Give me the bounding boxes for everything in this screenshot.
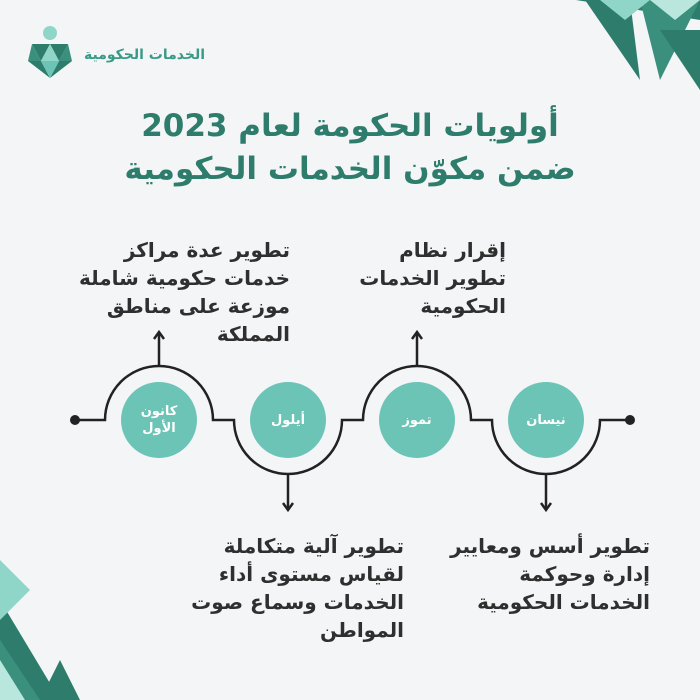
month-september: أيلول — [250, 382, 326, 458]
priority-text-december: تطوير عدة مراكز خدمات حكومية شاملة موزعة على مناطق المملكة — [79, 238, 290, 346]
month-july: تموز — [379, 382, 455, 458]
priority-text-april: تطوير أسس ومعايير إدارة وحوكمة الخدمات الحكومية — [450, 534, 650, 614]
page-subtitle: ضمن مكوّن الخدمات الحكومية — [124, 151, 576, 187]
month-april: نيسان — [508, 382, 584, 458]
brand-name: الخدمات الحكومية — [84, 47, 206, 63]
page-title: أولويات الحكومة لعام 2023 — [141, 108, 559, 144]
priority-text-july: إقرار نظام تطوير الخدمات الحكومية — [359, 238, 506, 318]
month-december: كانون الأول — [121, 382, 197, 458]
priority-text-september: تطوير آلية متكاملة لقياس مستوى أداء الخدمات وسماع صوت المواطن — [191, 534, 404, 642]
